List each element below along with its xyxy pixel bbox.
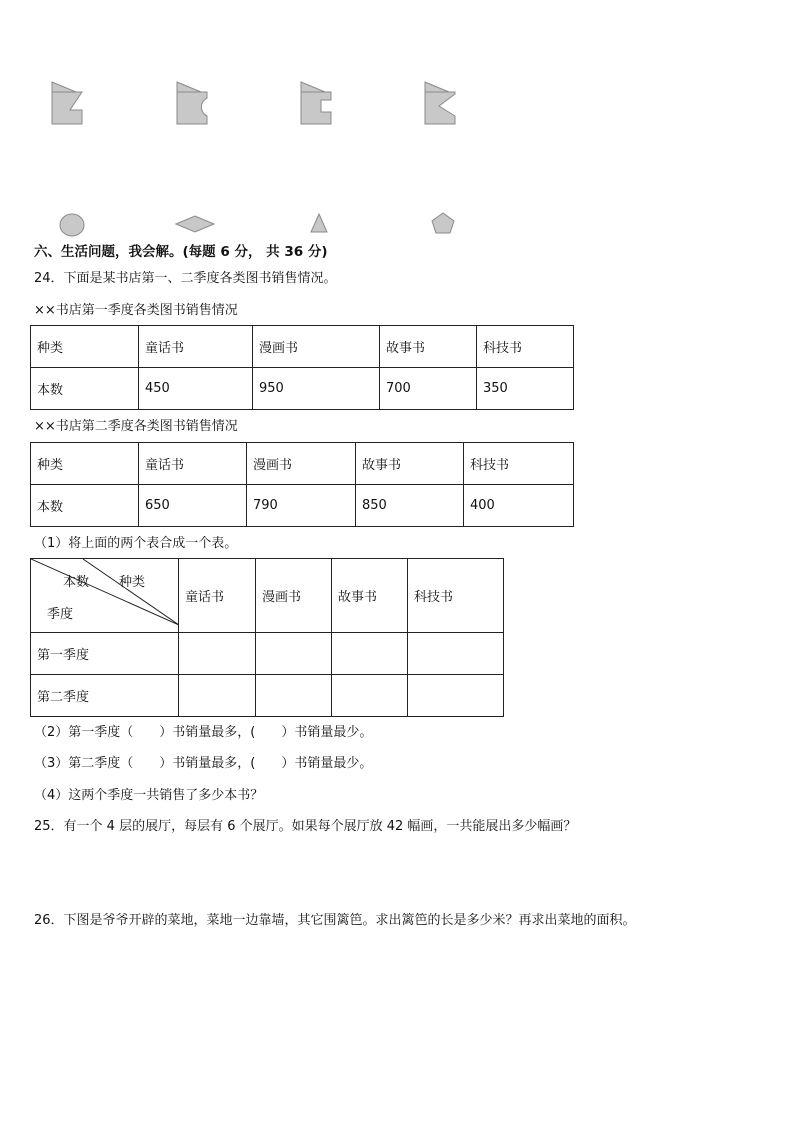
table-cell: 科技书 bbox=[477, 326, 574, 368]
section-title: 六、生活问题，我会解。(每题 6 分， 共 36 分) bbox=[34, 244, 328, 260]
notched-square-triangle-icon bbox=[421, 80, 457, 126]
table-header-row bbox=[31, 326, 574, 368]
table-cell: 第二季度 bbox=[31, 675, 179, 717]
blank-cell[interactable] bbox=[408, 675, 504, 717]
part2-text: （2）第一季度（ ）书销量最多，( ）书销量最少。 bbox=[34, 725, 373, 740]
blank-cell[interactable] bbox=[408, 633, 504, 675]
table-cell: 本数 bbox=[31, 368, 139, 410]
table-cell: 700 bbox=[380, 368, 477, 410]
table-row bbox=[31, 485, 574, 527]
table-cell: 950 bbox=[253, 368, 380, 410]
corner-label-season: 季度 bbox=[47, 607, 74, 622]
table-cell: 科技书 bbox=[408, 559, 504, 633]
table-cell: 故事书 bbox=[356, 443, 464, 485]
notched-square-wedge-icon bbox=[48, 80, 84, 126]
table-cell: 790 bbox=[247, 485, 356, 527]
table-cell: 种类 bbox=[31, 326, 139, 368]
table-cell: 650 bbox=[139, 485, 247, 527]
table-cell: 漫画书 bbox=[247, 443, 356, 485]
table-cell: 450 bbox=[139, 368, 253, 410]
table-row bbox=[31, 675, 504, 717]
pentagon-shape-icon bbox=[430, 211, 456, 235]
notched-square-rect-icon bbox=[297, 80, 333, 126]
table-cell: 本数 bbox=[31, 485, 139, 527]
corner-label-quantity: 本数 bbox=[63, 575, 90, 590]
table-cell: 350 bbox=[477, 368, 574, 410]
q25-text: 25．有一个 4 层的展厅，每层有 6 个展厅。如果每个展厅放 42 幅画，一共能展出多少幅画？ bbox=[34, 819, 577, 834]
blank-cell[interactable] bbox=[179, 633, 256, 675]
blank-cell[interactable] bbox=[256, 675, 332, 717]
table-q2-sales bbox=[30, 442, 574, 527]
table-header-row bbox=[31, 559, 504, 633]
table-cell: 漫画书 bbox=[253, 326, 380, 368]
table-cell: 童话书 bbox=[139, 326, 253, 368]
table-cell: 第一季度 bbox=[31, 633, 179, 675]
circle-shape-icon bbox=[58, 212, 86, 238]
corner-label-category: 种类 bbox=[119, 575, 146, 590]
table-row bbox=[31, 633, 504, 675]
q26-text: 26．下图是爷爷开辟的菜地，菜地一边靠墙，其它围篱笆。求出篱笆的长是多少米？再求出菜地的面积。 bbox=[34, 913, 636, 928]
part1-text: （1）将上面的两个表合成一个表。 bbox=[34, 536, 238, 551]
table-cell: 故事书 bbox=[380, 326, 477, 368]
part3-text: （3）第二季度（ ）书销量最多，( ）书销量最少。 bbox=[34, 756, 373, 771]
table-cell: 400 bbox=[464, 485, 574, 527]
table-cell: 种类 bbox=[31, 443, 139, 485]
part4-text: （4）这两个季度一共销售了多少本书？ bbox=[34, 788, 264, 803]
table-cell: 850 bbox=[356, 485, 464, 527]
table-combined-blank bbox=[30, 558, 504, 717]
table-cell: 童话书 bbox=[179, 559, 256, 633]
table-cell: 故事书 bbox=[332, 559, 408, 633]
table2-caption: ××书店第二季度各类图书销售情况 bbox=[34, 419, 238, 434]
q24-intro: 24．下面是某书店第一、二季度各类图书销售情况。 bbox=[34, 271, 337, 286]
diagonal-header-cell bbox=[31, 559, 179, 633]
table-cell: 科技书 bbox=[464, 443, 574, 485]
table1-caption: ××书店第一季度各类图书销售情况 bbox=[34, 303, 238, 318]
table-cell: 童话书 bbox=[139, 443, 247, 485]
notched-square-semicircle-icon bbox=[173, 80, 209, 126]
blank-cell[interactable] bbox=[332, 675, 408, 717]
table-q1-sales bbox=[30, 325, 574, 410]
blank-cell[interactable] bbox=[179, 675, 256, 717]
table-row bbox=[31, 368, 574, 410]
blank-cell[interactable] bbox=[256, 633, 332, 675]
rhombus-shape-icon bbox=[174, 214, 216, 234]
triangle-shape-icon bbox=[309, 212, 329, 234]
blank-cell[interactable] bbox=[332, 633, 408, 675]
table-header-row bbox=[31, 443, 574, 485]
table-cell: 漫画书 bbox=[256, 559, 332, 633]
